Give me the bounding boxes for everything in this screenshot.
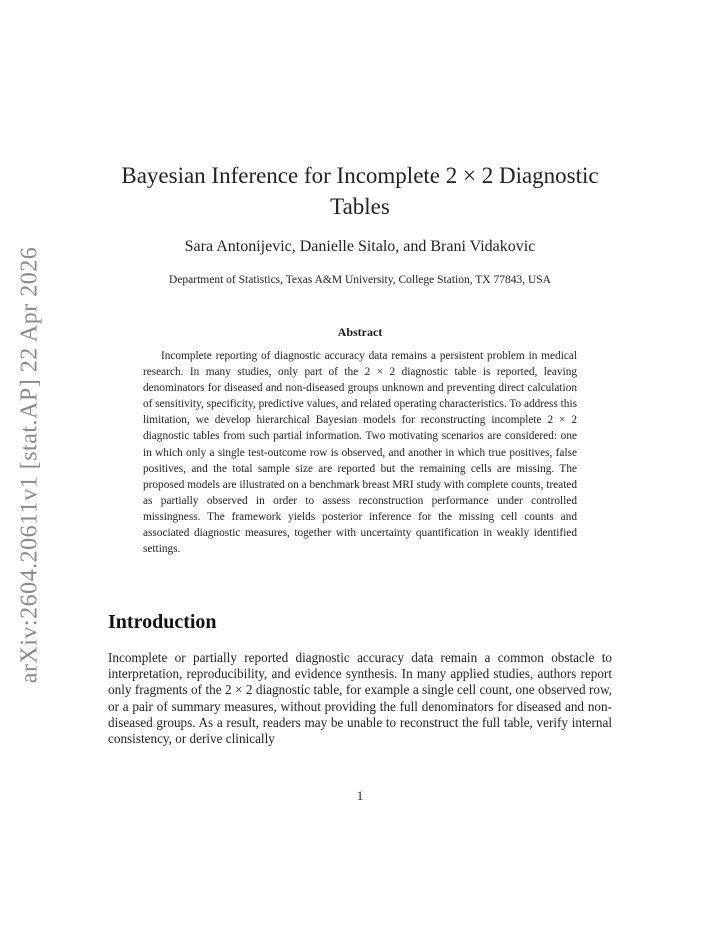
introduction-heading: Introduction <box>108 611 217 633</box>
introduction-paragraph: Incomplete or partially reported diagnostic accuracy data remain a common obstacle to interpretation, reproducibility, and evidence synthesis. In many applied studies, authors report only fragments of the 2 × 2 diagnostic table, for example a single cell count, one observed row, or a pair of summary measures, without providing the full denominators for diseased and non-diseased groups. As a result, readers may be unable to reconstruct the full table, verify internal consistency, or derive clinically <box>108 650 612 747</box>
author-list: Sara Antonijevic, Danielle Sitalo, and Brani Vidakovic <box>184 238 536 255</box>
author-affiliation: Department of Statistics, Texas A&M University, College Station, TX 77843, USA <box>169 274 551 286</box>
abstract-text: Incomplete reporting of diagnostic accuracy data remains a persistent problem in medical research. In many studies, only part of the 2 × 2 diagnostic table is reported, leaving denominators for diseased and non-diseased groups unknown and preventing direct calculation of sensitivity, specificity, predictive values, and related operating characteristics. To address this limitation, we develop hierarchical Bayesian models for reconstructing incomplete 2 × 2 diagnostic tables from such partial information. Two motivating scenarios are considered: one in which only a single test-outcome row is observed, and another in which true positives, false positives, and the total sample size are reported but the remaining cells are missing. The proposed models are illustrated on a benchmark breast MRI study with complete counts, treated as partially observed in order to assess reconstruction performance under controlled missingness. The framework yields posterior inference for the missing cell counts and associated diagnostic measures, together with uncertainty quantification in weakly identified settings. <box>143 350 577 556</box>
page-number: 1 <box>356 788 364 803</box>
abstract-heading: Abstract <box>337 325 383 339</box>
paper-title: Bayesian Inference for Incomplete 2 × 2 Diagnostic Tables <box>121 163 599 219</box>
arxiv-identifier-stamp: arXiv:2604.20611v1 [stat.AP] 22 Apr 2026 <box>16 246 43 684</box>
